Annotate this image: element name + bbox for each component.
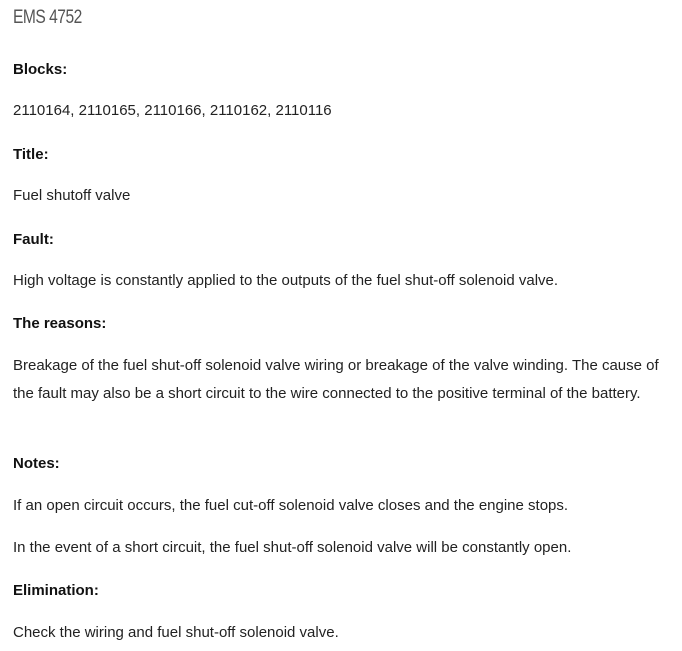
blocks-heading: Blocks:	[13, 61, 68, 78]
elimination-text: Check the wiring and fuel shut-off solenoid valve.	[13, 624, 339, 641]
reasons-text: Breakage of the fuel shut-off solenoid valve wiring or breakage of the valve winding. The cause of the fault may also be a short circuit to the wire connected to the positive terminal of the battery.	[13, 357, 659, 402]
notes-paragraph: If an open circuit occurs, the fuel cut-off solenoid valve closes and the engine stops.	[13, 497, 569, 514]
notes-heading: Notes:	[13, 455, 60, 472]
fault-heading: Fault:	[13, 231, 54, 248]
notes-paragraph: In the event of a short circuit, the fuel shut-off solenoid valve will be constantly open.	[13, 539, 572, 556]
document-title: EMS 4752	[13, 7, 82, 28]
reasons-heading: The reasons:	[13, 315, 107, 332]
blocks-text: 2110164, 2110165, 2110166, 2110162, 2110116	[13, 102, 332, 119]
elimination-heading: Elimination:	[13, 582, 99, 599]
fault-text: High voltage is constantly applied to the outputs of the fuel shut-off solenoid valve.	[13, 272, 559, 289]
title-text: Fuel shutoff valve	[13, 187, 131, 204]
title-heading: Title:	[13, 146, 49, 163]
